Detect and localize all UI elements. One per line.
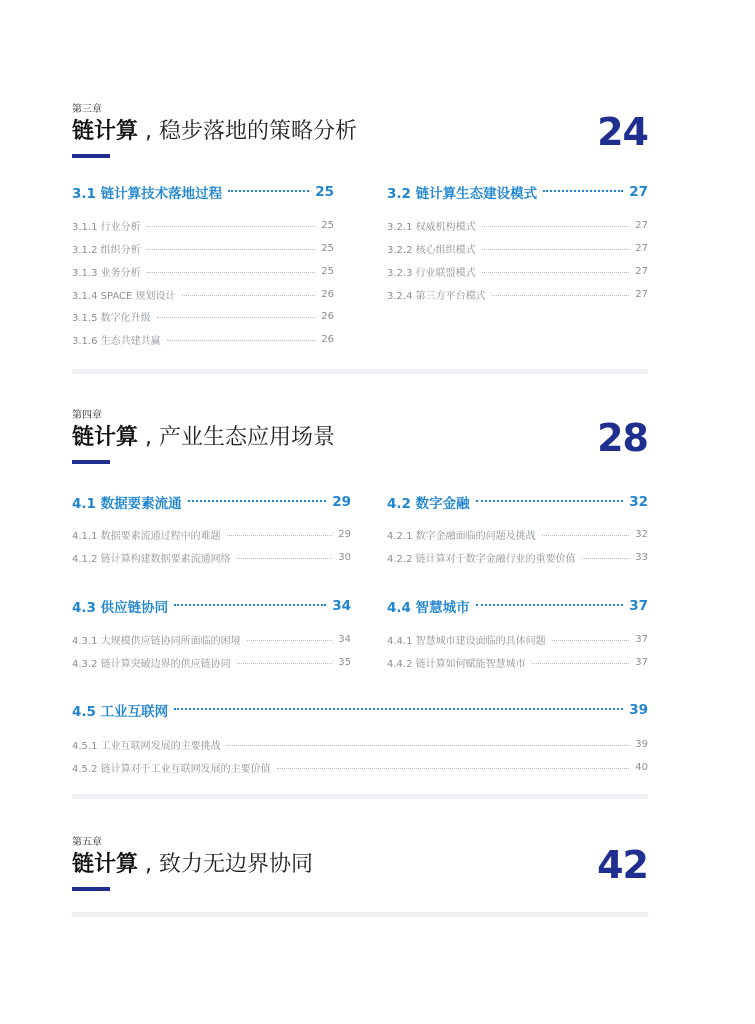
dot-leader (542, 535, 630, 536)
item-page: 33 (635, 552, 648, 563)
item-page: 26 (321, 334, 334, 345)
toc-item[interactable] (72, 218, 334, 233)
chapter-title (72, 420, 335, 451)
item-title: 3.1.5 数字化升级 (72, 313, 151, 324)
chapter-divider (72, 794, 648, 799)
chapter-accent-bar (72, 154, 110, 158)
item-page: 30 (338, 552, 351, 563)
chapter-divider (72, 369, 648, 374)
item-title: 3.1.4 SPACE 规划设计 (72, 291, 176, 302)
section-title: 4.3 供应链协同 (72, 600, 169, 616)
section-page: 37 (629, 598, 648, 614)
dot-leader (492, 295, 630, 296)
toc-item[interactable] (387, 655, 648, 670)
item-page: 25 (321, 266, 334, 277)
section-page: 32 (629, 494, 648, 510)
item-page: 27 (635, 220, 648, 231)
toc-item[interactable] (72, 737, 648, 752)
item-title: 3.2.2 核心组织模式 (387, 245, 476, 256)
dot-leader (174, 604, 326, 606)
item-page: 32 (635, 529, 648, 540)
dot-leader (147, 226, 316, 227)
section-page: 25 (315, 184, 334, 200)
dot-leader (147, 272, 316, 273)
chapter-title-bold: 链计算 (72, 119, 139, 144)
dot-leader (476, 500, 624, 502)
item-page: 37 (635, 657, 648, 668)
item-page: 29 (338, 529, 351, 540)
toc-section[interactable] (72, 182, 334, 202)
chapter-accent-bar (72, 887, 110, 891)
dot-leader (247, 640, 333, 641)
toc-section[interactable] (72, 492, 351, 512)
section-page: 39 (629, 702, 648, 718)
section-title: 4.4 智慧城市 (387, 600, 470, 616)
chapter-5-header (72, 833, 648, 893)
dot-leader (237, 663, 333, 664)
item-page: 40 (635, 762, 648, 773)
item-title: 3.1.3 业务分析 (72, 268, 141, 279)
chapter-title-rest: , 致力无边界协同 (138, 852, 313, 877)
toc-item[interactable] (387, 218, 648, 233)
item-title: 4.5.2 链计算对于工业互联网发展的主要价值 (72, 764, 271, 775)
dot-leader (167, 340, 316, 341)
chapter-label: 第三章 (72, 104, 102, 115)
toc-item[interactable] (72, 760, 648, 775)
item-title: 3.2.1 权威机构模式 (387, 222, 476, 233)
item-page: 26 (321, 311, 334, 322)
toc-section[interactable] (72, 596, 351, 616)
section-title: 3.2 链计算生态建设模式 (387, 186, 538, 202)
item-page: 27 (635, 289, 648, 300)
chapter-page-number[interactable]: 42 (597, 843, 648, 887)
toc-item[interactable] (387, 287, 648, 302)
dot-leader (147, 249, 316, 250)
section-title: 3.1 链计算技术落地过程 (72, 186, 223, 202)
toc-item[interactable] (72, 527, 351, 542)
toc-item[interactable] (72, 332, 334, 347)
section-title: 4.5 工业互联网 (72, 704, 169, 720)
chapter-title-rest: , 产业生态应用场景 (138, 425, 335, 450)
dot-leader (237, 558, 333, 559)
item-page: 37 (635, 634, 648, 645)
item-page: 27 (635, 266, 648, 277)
item-page: 35 (338, 657, 351, 668)
toc-item[interactable] (72, 241, 334, 256)
item-title: 4.5.1 工业互联网发展的主要挑战 (72, 741, 221, 752)
chapter-title-rest: , 稳步落地的策略分析 (138, 119, 357, 144)
dot-leader (188, 500, 327, 502)
dot-leader (552, 640, 630, 641)
section-title: 4.2 数字金融 (387, 496, 470, 512)
item-page: 27 (635, 243, 648, 254)
toc-item[interactable] (387, 632, 648, 647)
dot-leader (482, 272, 630, 273)
dot-leader (532, 663, 630, 664)
item-page: 34 (338, 634, 351, 645)
chapter-title (72, 114, 357, 145)
section-page: 29 (332, 494, 351, 510)
item-page: 25 (321, 243, 334, 254)
item-title: 3.2.3 行业联盟模式 (387, 268, 476, 279)
item-title: 4.4.2 链计算如何赋能智慧城市 (387, 659, 526, 670)
dot-leader (543, 190, 623, 192)
toc-item[interactable] (72, 632, 351, 647)
toc-item[interactable] (72, 264, 334, 279)
dot-leader (174, 708, 623, 710)
toc-item[interactable] (387, 241, 648, 256)
item-title: 3.1.6 生态共建共赢 (72, 336, 161, 347)
chapter-page-number[interactable]: 24 (597, 110, 648, 154)
toc-section[interactable] (387, 596, 648, 616)
chapter-title-bold: 链计算 (72, 425, 139, 450)
section-title: 4.1 数据要素流通 (72, 496, 182, 512)
item-title: 3.2.4 第三方平台模式 (387, 291, 486, 302)
dot-leader (482, 249, 630, 250)
dot-leader (277, 768, 630, 769)
toc-item[interactable] (387, 264, 648, 279)
item-title: 4.3.2 链计算突破边界的供应链协同 (72, 659, 231, 670)
chapter-label: 第四章 (72, 410, 102, 421)
item-page: 39 (635, 739, 648, 750)
dot-leader (157, 317, 316, 318)
chapter-title (72, 847, 313, 878)
item-page: 26 (321, 289, 334, 300)
dot-leader (227, 535, 333, 536)
chapter-accent-bar (72, 460, 110, 464)
item-title: 3.1.2 组织分析 (72, 245, 141, 256)
item-title: 4.1.2 链计算构建数据要素流通网络 (72, 554, 231, 565)
chapter-title-bold: 链计算 (72, 852, 139, 877)
dot-leader (228, 190, 309, 192)
chapter-divider (72, 912, 648, 917)
dot-leader (227, 745, 630, 746)
item-title: 4.4.1 智慧城市建设面临的具体问题 (387, 636, 546, 647)
item-title: 4.3.1 大规模供应链协同所面临的困境 (72, 636, 241, 647)
item-page: 25 (321, 220, 334, 231)
toc-item[interactable] (72, 287, 334, 302)
dot-leader (582, 558, 630, 559)
toc-item[interactable] (72, 550, 351, 565)
chapter-4-header (72, 406, 648, 466)
item-title: 3.1.1 行业分析 (72, 222, 141, 233)
toc-item[interactable] (387, 527, 648, 542)
toc-item[interactable] (387, 550, 648, 565)
dot-leader (482, 226, 630, 227)
section-page: 27 (629, 184, 648, 200)
item-title: 4.1.1 数据要素流通过程中的难题 (72, 531, 221, 542)
dot-leader (182, 295, 316, 296)
toc-item[interactable] (72, 309, 334, 324)
chapter-label: 第五章 (72, 837, 102, 848)
chapter-3-header (72, 100, 648, 160)
toc-section[interactable] (72, 700, 648, 720)
toc-section[interactable] (387, 182, 648, 202)
dot-leader (476, 604, 624, 606)
item-title: 4.2.2 链计算对于数字金融行业的重要价值 (387, 554, 576, 565)
section-page: 34 (332, 598, 351, 614)
chapter-page-number[interactable]: 28 (597, 416, 648, 460)
toc-section[interactable] (387, 492, 648, 512)
toc-item[interactable] (72, 655, 351, 670)
item-title: 4.2.1 数字金融面临的问题及挑战 (387, 531, 536, 542)
